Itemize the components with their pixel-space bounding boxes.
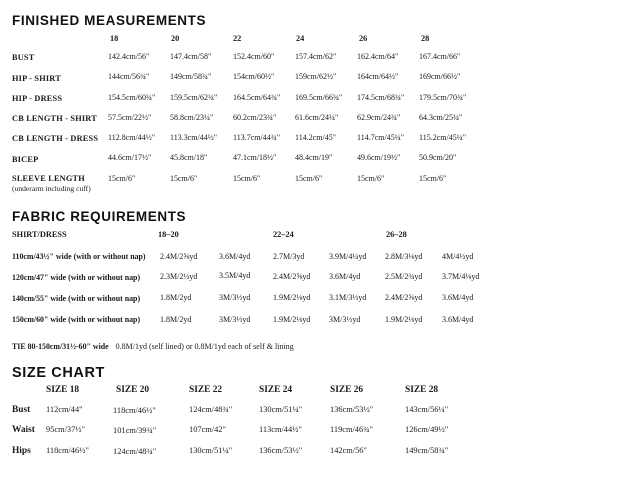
size-cell: 124cm/48¾" [189,405,233,414]
fabric-cell: 1.9M/2⅛yd [273,315,311,324]
fabric-cell: 2.7M/3yd [273,252,305,261]
row-sublabel-sleeve-length: (underarm including cuff) [12,184,91,193]
measurement-cell: 57.5cm/22½" [108,113,152,122]
row-label-cb-length-shirt: CB LENGTH - SHIRT [12,114,97,123]
size-cell: 101cm/39¾" [113,426,157,435]
fabric-cell: 2.8M/3⅛yd [385,252,423,261]
measurement-cell: 112.8cm/44½" [108,133,155,142]
measurement-cell: 15cm/6" [419,174,447,183]
tie-line [12,336,294,354]
measurement-cell: 50.9cm/20" [419,153,457,162]
row-label-hip-shirt: HIP - SHIRT [12,74,61,83]
measurement-cell: 61.6cm/24¼" [295,113,339,122]
fabric-cell: 3.7M/4⅛yd [442,272,480,281]
size-chart-title: SIZE CHART [12,365,105,381]
measurement-cell: 113.7cm/44¾" [233,133,280,142]
fabric-cell: 3M/3⅓yd [219,293,251,302]
fabric-cell: 3.5M/4yd [219,271,251,280]
fabric-cell: 3.1M/3⅓yd [329,293,367,302]
fabric-cell: 3.6M/4yd [329,272,361,281]
fabric-cell: 3M/3⅓yd [329,315,361,324]
size-chart-header: SIZE 28 [405,385,439,395]
size-cell: 130cm/51¼" [259,405,303,414]
row-label-cb-length-dress: CB LENGTH - DRESS [12,134,99,143]
row-label-bust: BUST [12,53,35,62]
fabric-cell: 2.4M/2⅝yd [273,272,311,281]
measurement-cell: 154cm/60½" [233,72,275,81]
fabric-cell: 1.9M/2⅛yd [273,293,311,302]
row-label-hip-dress: HIP - DRESS [12,94,63,103]
fabric-width-label: 110cm/43½" wide (with or without nap) [12,252,146,261]
fabric-width-label: 120cm/47" wide (with or without nap) [12,273,141,282]
row-label-bicep: BICEP [12,155,39,164]
size-row-label-hips: Hips [12,446,31,456]
size-chart-header: SIZE 18 [46,385,80,395]
measurement-cell: 142.4cm/56" [108,52,150,61]
measurement-cell: 62.9cm/24¾" [357,113,401,122]
size-cell: 119cm/46¾" [330,425,373,434]
fabric-cell: 4M/4½yd [442,252,474,261]
size-row-label-bust: Bust [12,405,31,415]
measurement-cell: 174.5cm/68¾" [357,93,405,102]
measurement-cell: 58.8cm/23¼" [170,113,214,122]
measurement-cell: 149cm/58¾" [170,72,212,81]
size-cell: 143cm/56¼" [405,405,449,414]
measurement-cell: 47.1cm/18½" [233,153,277,162]
measurement-cell: 159.5cm/62¾" [170,93,218,102]
measurement-cell: 15cm/6" [357,174,385,183]
measurement-cell: 60.2cm/23¾" [233,113,277,122]
size-cell: 118cm/46½" [113,406,156,415]
finished-size-header: 28 [421,34,430,43]
fabric-cell: 2.5M/2¾yd [385,272,423,281]
measurement-cell: 15cm/6" [170,174,198,183]
size-row-label-waist: Waist [12,425,35,435]
measurement-cell: 115.2cm/45¼" [419,133,466,142]
measurement-cell: 15cm/6" [108,174,136,183]
tie-value: 0.8M/1yd (self lined) or 0.8M/1yd each of self & lining [115,342,294,351]
size-cell: 149cm/58¾" [405,446,449,455]
measurement-cell: 114.2cm/45" [295,133,336,142]
measurement-cell: 179.5cm/70¾" [419,93,467,102]
measurement-cell: 45.8cm/18" [170,153,208,162]
fabric-size-group: 22–24 [273,230,294,239]
size-cell: 136cm/53½" [259,446,303,455]
measurement-cell: 164cm/64½" [357,72,399,81]
measurement-cell: 113.3cm/44½" [170,133,217,142]
fabric-cell: 3.9M/4¼yd [329,252,367,261]
fabric-cell: 2.4M/2⅝yd [160,252,198,261]
row-label-sleeve-length: SLEEVE LENGTH [12,174,85,183]
finished-size-header: 24 [296,34,305,43]
measurement-cell: 147.4cm/58" [170,52,212,61]
size-chart-header: SIZE 22 [189,385,223,395]
finished-size-header: 20 [171,34,180,43]
fabric-cell: 3.6M/4yd [442,315,474,324]
fabric-cell: 1.9M/2⅛yd [385,315,423,324]
finished-size-header: 18 [110,34,119,43]
fabric-cell: 2.3M/2½yd [160,272,198,281]
measurement-cell: 167.4cm/66" [419,52,461,61]
measurement-cell: 152.4cm/60" [233,52,275,61]
size-chart-header: SIZE 26 [330,385,364,395]
fabric-width-label: 140cm/55" wide (with or without nap) [12,294,141,303]
fabric-cell: 3.6M/4yd [442,293,474,302]
fabric-cell: 1.8M/2yd [160,293,192,302]
size-cell: 95cm/37½" [46,425,86,434]
measurement-cell: 15cm/6" [233,174,261,183]
size-cell: 107cm/42" [189,425,226,434]
finished-size-header: 22 [233,34,242,43]
measurement-cell: 159cm/62½" [295,72,337,81]
measurement-cell: 162.4cm/64" [357,52,399,61]
fabric-width-label: 150cm/60" wide (with or without nap) [12,315,141,324]
measurement-cell: 114.7cm/45¼" [357,133,404,142]
size-cell: 112cm/44" [46,405,83,414]
size-cell: 130cm/51¼" [189,446,233,455]
measurement-cell: 44.6cm/17½" [108,153,152,162]
size-chart-header: SIZE 20 [116,385,150,395]
size-cell: 113cm/44½" [259,425,302,434]
measurement-cell: 15cm/6" [295,174,323,183]
measurement-cell: 48.4cm/19" [295,153,333,162]
measurement-cell: 64.3cm/25¼" [419,113,463,122]
measurement-cell: 164.5cm/64¾" [233,93,281,102]
size-chart-header: SIZE 24 [259,385,293,395]
fabric-size-group: 18–20 [158,230,179,239]
size-cell: 118cm/46½" [46,446,89,455]
fabric-requirements-title: FABRIC REQUIREMENTS [12,209,187,224]
fabric-size-group: 26–28 [386,230,407,239]
measurement-cell: 169.5cm/66¾" [295,93,343,102]
fabric-cell: 3.6M/4yd [219,252,251,261]
size-cell: 136cm/53½" [330,405,374,414]
tie-label: TIE 80-150cm/31½-60" wide [12,342,109,351]
measurement-cell: 144cm/56¾" [108,72,150,81]
size-cell: 126cm/49½" [405,425,449,434]
fabric-header-label: SHIRT/DRESS [12,230,67,239]
fabric-cell: 3M/3⅓yd [219,315,251,324]
finished-measurements-title: FINISHED MEASUREMENTS [12,13,207,28]
finished-size-header: 26 [359,34,368,43]
measurement-cell: 154.5cm/60¾" [108,93,156,102]
size-cell: 124cm/48¾" [113,447,157,456]
fabric-cell: 1.8M/2yd [160,315,192,324]
fabric-cell: 2.4M/2⅝yd [385,293,423,302]
size-cell: 142cm/56" [330,446,367,455]
measurement-cell: 49.6cm/19½" [357,153,401,162]
measurement-cell: 169cm/66½" [419,72,461,81]
measurement-cell: 157.4cm/62" [295,52,337,61]
